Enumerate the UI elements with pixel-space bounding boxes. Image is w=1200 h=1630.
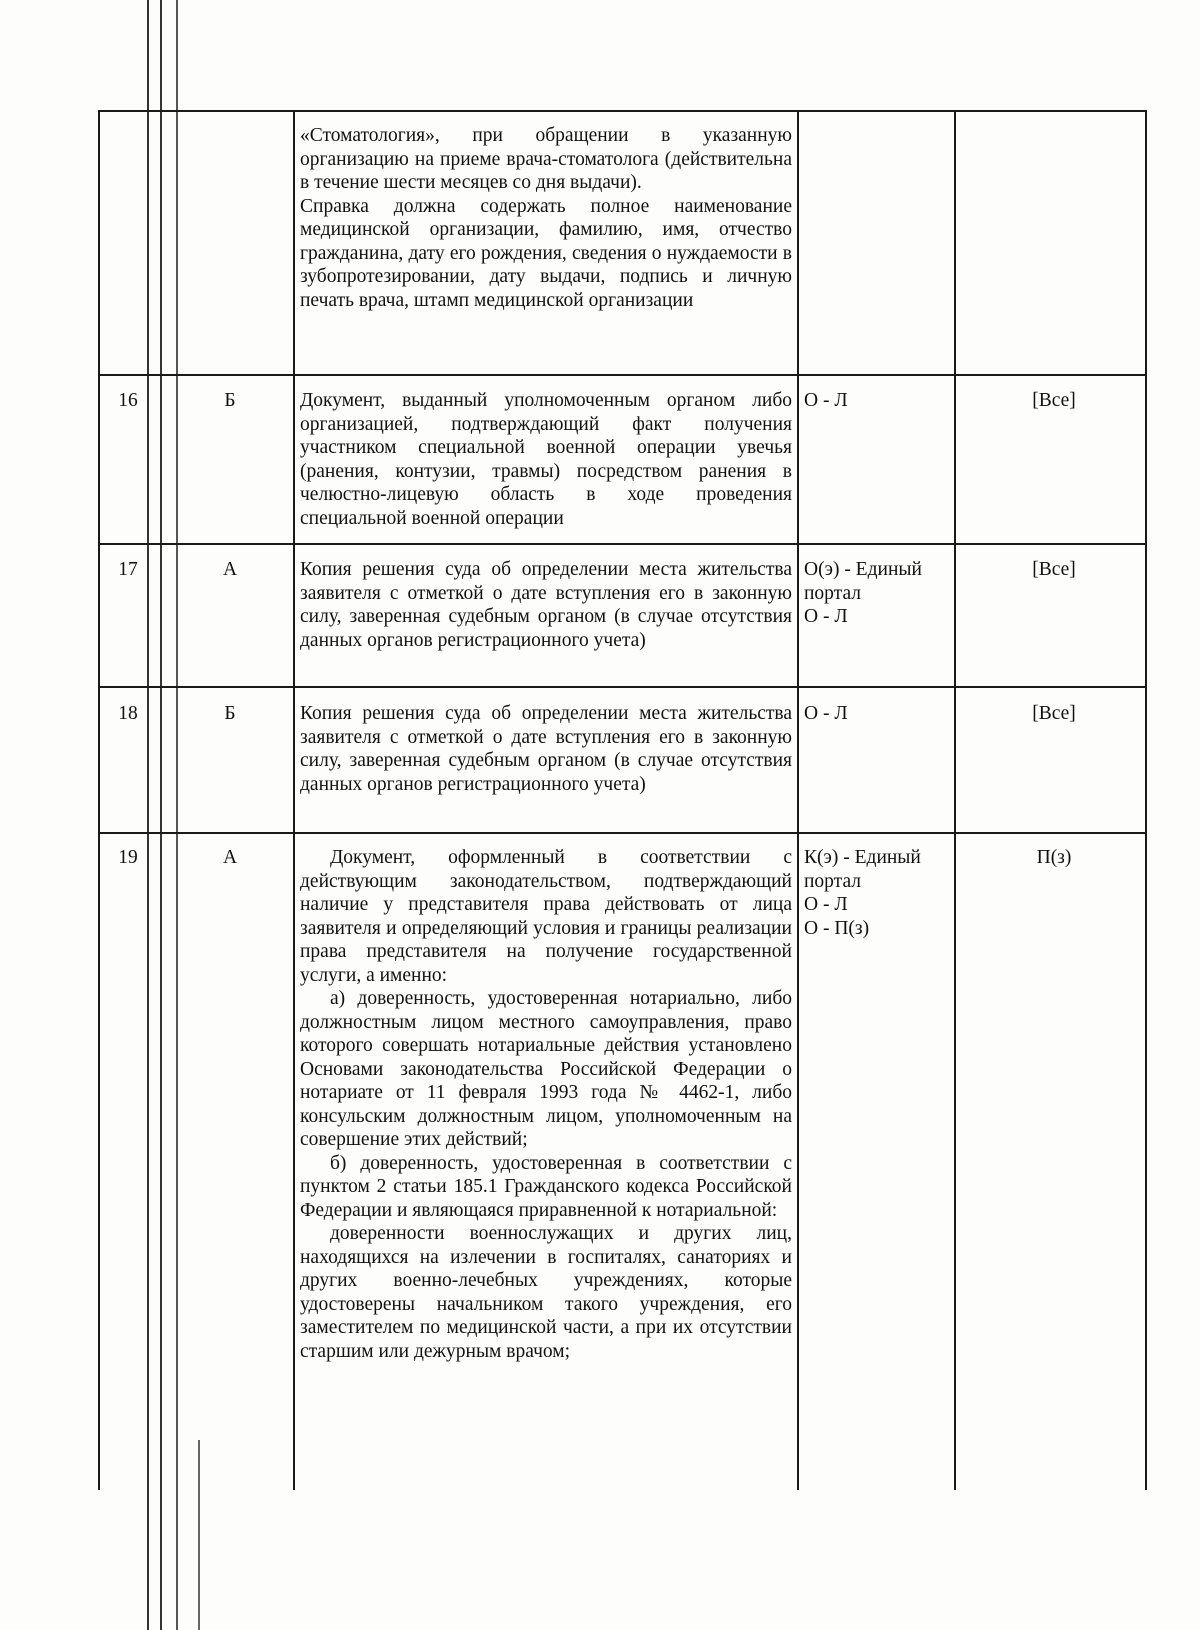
row-format — [804, 702, 956, 726]
row-applies-to: П(з) — [1036, 847, 1072, 868]
scan-artifact-line — [176, 0, 178, 1630]
table-border — [293, 110, 295, 1490]
row-format — [804, 846, 956, 940]
row-description-paragraph: доверенности военнослужащих и других лиц, находящихся на излечении в госпиталях, санаториях и других военно-лечебных учреждениях, которые удостоверены начальником такого учреждения, его заместителем по медицинской части, а при их отсутствии старшим или дежурным врачом; — [300, 1223, 792, 1362]
row-number: 19 — [118, 847, 138, 868]
row-format-line: О - Л — [804, 894, 848, 915]
scan-artifact-line — [147, 0, 149, 1630]
row-format-line: О - П(з) — [804, 917, 870, 939]
row-description-paragraph: Копия решения суда об определении места жительства заявителя с отметкой о дате вступления его в законную силу, заверенная судебным органом (в случае отсутствия данных органов регистрационного учета) — [300, 703, 792, 795]
row-description-paragraph: «Стоматология», при обращении в указанную организацию на приеме врача-стоматолога (действительна в течение шести месяцев со дня выдачи). — [300, 125, 792, 193]
table-border — [98, 110, 1147, 112]
row-description-paragraph: Документ, оформленный в соответствии с действующим законодательством, подтверждающий наличие у представителя права действовать от лица заявителя и определяющий условия и границы реализации права представителя на получение государственной услуги, а именно: — [300, 847, 792, 986]
table-border — [98, 543, 1147, 545]
table-border — [98, 686, 1147, 688]
row-category: А — [222, 559, 238, 580]
row-applies-to: [Все] — [1032, 559, 1076, 580]
row-format-line: О - Л — [804, 606, 848, 627]
table-border — [797, 110, 799, 1490]
row-format-line: К(э) - Единый портал — [804, 847, 921, 892]
row-number: 17 — [118, 559, 138, 580]
row-category: Б — [224, 703, 236, 724]
table-row — [300, 558, 792, 652]
scan-artifact-line — [160, 0, 162, 1630]
row-description-paragraph: б) доверенность, удостоверенная в соответствии с пунктом 2 статьи 185.1 Гражданского кодекса Российской Федерации и являющаяся приравненной к нотариальной: — [300, 1152, 792, 1221]
row-description-paragraph: а) доверенность, удостоверенная нотариально, либо должностным лицом местного самоуправления, право которого совершать нотариальные действия установлено Основами законодательства Российской Федерации о нотариате от 11 февраля 1993 года № 4462-1, либо консульским должностным лицом, уполномоченным на совершение этих действий; — [300, 988, 792, 1150]
row-category: А — [222, 847, 238, 868]
table-border — [954, 110, 956, 1490]
table-border — [98, 110, 100, 1490]
table-row — [300, 124, 792, 312]
row-format-line: О - Л — [804, 703, 848, 724]
row-description-paragraph: Документ, выданный уполномоченным органом либо организацией, подтверждающий факт получения участником специальной военной операции увечья (ранения, контузии, травмы) посредством ранения в челюстно-лицевую область в ходе проведения специальной военной операции — [300, 390, 792, 529]
row-format-line: О(э) - Единый портал — [804, 559, 922, 604]
table-row — [300, 846, 792, 1363]
row-applies-to: [Все] — [1032, 390, 1076, 411]
row-category: Б — [224, 390, 236, 411]
table-border — [1145, 110, 1147, 1490]
row-format-line: О - Л — [804, 390, 848, 411]
row-description-paragraph: Копия решения суда об определении места жительства заявителя с отметкой о дате вступления его в законную силу, заверенная судебным органом (в случае отсутствия данных органов регистрационного учета) — [300, 559, 792, 651]
row-number: 16 — [118, 390, 138, 411]
table-row — [300, 702, 792, 796]
table-border — [98, 374, 1147, 376]
scan-artifact-line — [198, 1440, 200, 1630]
row-format — [804, 389, 956, 413]
row-format — [804, 558, 956, 629]
table-border — [98, 832, 1147, 834]
row-description-paragraph: Справка должна содержать полное наименование медицинской организации, фамилию, имя, отчество гражданина, дату его рождения, сведения о нуждаемости в зубопротезировании, дату выдачи, подпись и личную печать врача, штамп медицинской организации — [300, 195, 792, 311]
row-number: 18 — [118, 703, 138, 724]
table-row — [300, 389, 792, 530]
row-applies-to: [Все] — [1032, 703, 1076, 724]
